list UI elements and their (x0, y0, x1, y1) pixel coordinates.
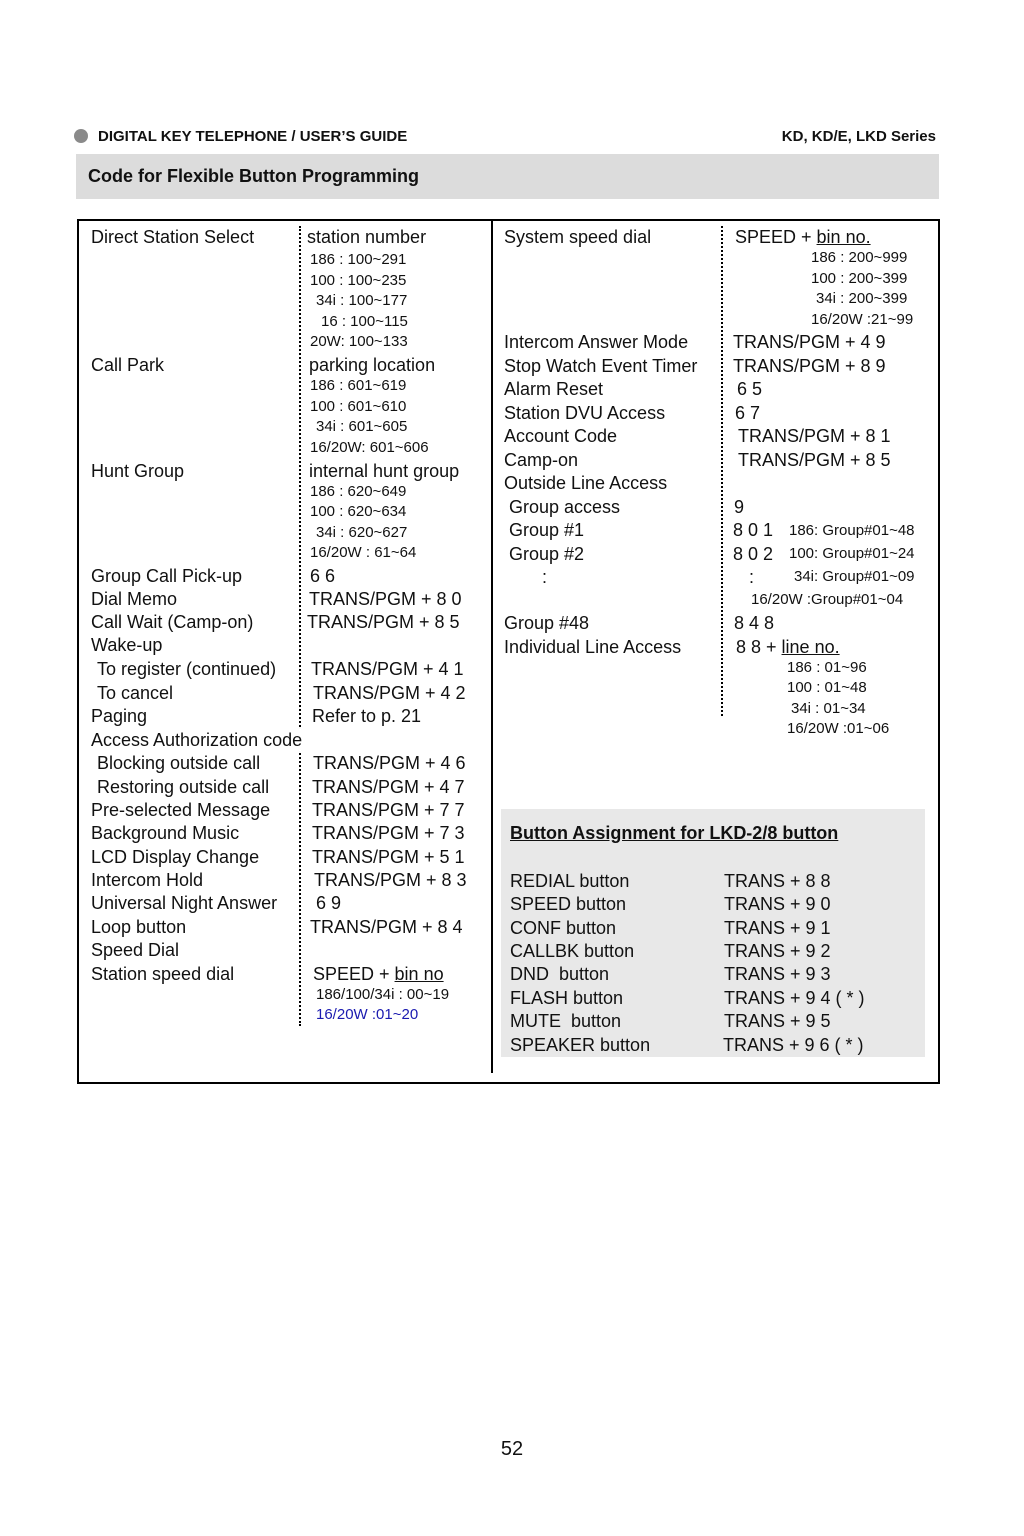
row-label: Camp-on (504, 450, 579, 470)
row-detail: 186 : 601~619 (310, 377, 407, 394)
row-label: Intercom Hold (91, 870, 204, 890)
row-label: Intercom Answer Mode (504, 332, 689, 352)
row-detail: 100 : 100~235 (310, 272, 407, 289)
assignment-code: TRANS + 9 2 (724, 941, 831, 961)
row-detail: 16/20W :21~99 (811, 311, 914, 328)
guide-header-title: DIGITAL KEY TELEPHONE / USER’S GUIDE (98, 128, 408, 145)
row-label: Individual Line Access (504, 637, 682, 657)
row-label: Pre-selected Message (91, 800, 271, 820)
row-detail: 34i : 620~627 (316, 524, 408, 541)
row-label: Restoring outside call (97, 777, 270, 797)
row-value: parking location (309, 355, 436, 375)
row-detail: 186/100/34i : 00~19 (316, 986, 450, 1003)
assignment-button: MUTE button (510, 1011, 622, 1031)
assignment-button: CONF button (510, 918, 617, 938)
row-value: TRANS/PGM + 8 1 (738, 426, 891, 446)
row-detail: 100 : 601~610 (310, 398, 407, 415)
row-value: 6 6 (310, 566, 336, 586)
row-value: 6 7 (735, 403, 761, 423)
row-value: internal hunt group (309, 461, 460, 481)
row-label: To register (continued) (97, 659, 277, 679)
row-label: Group #1 (509, 520, 585, 540)
row-label: Access Authorization code (91, 730, 303, 750)
row-value: TRANS/PGM + 8 0 (309, 589, 462, 609)
row-value: 8 4 8 (734, 613, 775, 633)
row-detail: 16/20W :01~06 (787, 720, 890, 737)
row-value: TRANS/PGM + 7 3 (312, 823, 465, 843)
row-value: 6 9 (316, 893, 342, 913)
row-label: Dial Memo (91, 589, 178, 609)
value-underlined: bin no (394, 964, 444, 984)
row-label: Group access (509, 497, 621, 517)
row-detail: 34i : 100~177 (316, 292, 408, 309)
assignment-code: TRANS + 9 6 ( * ) (723, 1035, 864, 1055)
row-label: Call Park (91, 355, 165, 375)
row-label: Loop button (91, 917, 187, 937)
row-label: Group #2 (509, 544, 585, 564)
row-label: Account Code (504, 426, 618, 446)
row-value (736, 636, 840, 658)
row-label: Group #48 (504, 613, 590, 633)
row-note: 34i: Group#01~09 (794, 568, 915, 585)
row-value: Refer to p. 21 (312, 706, 422, 726)
assignment-button: SPEED button (510, 894, 627, 914)
value-underlined: line no. (781, 637, 840, 657)
button-assignment-title: Button Assignment for LKD-2/8 button (510, 823, 839, 843)
row-value: TRANS/PGM + 8 9 (733, 356, 886, 376)
row-detail: 100 : 200~399 (811, 270, 908, 287)
row-value: TRANS/PGM + 4 1 (311, 659, 464, 679)
row-value: TRANS/PGM + 4 7 (312, 777, 465, 797)
row-value: : (749, 567, 755, 587)
row-note: 100: Group#01~24 (789, 545, 915, 562)
row-value: 8 0 1 (733, 520, 774, 540)
section-title: Code for Flexible Button Programming (88, 166, 420, 186)
row-label: Station DVU Access (504, 403, 666, 423)
row-detail: 34i : 200~399 (816, 290, 908, 307)
row-detail: 16/20W :01~20 (316, 1006, 419, 1023)
row-value: TRANS/PGM + 7 7 (312, 800, 465, 820)
assignment-button: DND button (510, 964, 610, 984)
assignment-code: TRANS + 8 8 (724, 871, 831, 891)
assignment-code: TRANS + 9 3 (724, 964, 831, 984)
bullet-dot-icon (74, 129, 88, 143)
row-value: 9 (734, 497, 745, 517)
row-value: TRANS/PGM + 8 3 (314, 870, 467, 890)
row-detail: 16/20W : 61~64 (310, 544, 417, 561)
row-value: TRANS/PGM + 4 9 (733, 332, 886, 352)
row-value: 8 0 2 (733, 544, 774, 564)
right-dotted-divider (721, 226, 723, 716)
row-value: 6 5 (737, 379, 763, 399)
row-detail: 186 : 100~291 (310, 251, 407, 268)
assignment-code: TRANS + 9 4 ( * ) (724, 988, 865, 1008)
row-note: 16/20W :Group#01~04 (751, 591, 904, 608)
row-label: Group Call Pick-up (91, 566, 243, 586)
row-label: : (542, 567, 548, 587)
row-label: Hunt Group (91, 461, 185, 481)
row-label: Station speed dial (91, 964, 235, 984)
assignment-code: TRANS + 9 0 (724, 894, 831, 914)
row-label: Paging (91, 706, 148, 726)
row-detail: 100 : 620~634 (310, 503, 407, 520)
series-label: KD, KD/E, LKD Series (781, 128, 936, 145)
row-value: station number (307, 227, 427, 247)
row-label: To cancel (97, 683, 174, 703)
row-value: TRANS/PGM + 4 2 (313, 683, 466, 703)
value-prefix: SPEED + (313, 964, 395, 984)
row-value: TRANS/PGM + 8 5 (738, 450, 891, 470)
value-underlined: bin no. (816, 227, 871, 247)
row-label: Background Music (91, 823, 240, 843)
row-detail: 186 : 200~999 (811, 249, 908, 266)
row-detail: 16/20W: 601~606 (310, 439, 429, 456)
row-value: TRANS/PGM + 5 1 (312, 847, 465, 867)
page-number: 52 (500, 1438, 524, 1460)
row-value: TRANS/PGM + 4 6 (313, 753, 466, 773)
row-detail: 16 : 100~115 (321, 313, 408, 330)
row-detail: 34i : 601~605 (316, 418, 408, 435)
row-label: Alarm Reset (504, 379, 604, 399)
row-label: Call Wait (Camp-on) (91, 612, 254, 632)
row-label: Speed Dial (91, 940, 180, 960)
row-detail: 100 : 01~48 (787, 679, 867, 696)
row-label: Blocking outside call (97, 753, 261, 773)
row-detail: 34i : 01~34 (791, 700, 866, 717)
assignment-code: TRANS + 9 5 (724, 1011, 831, 1031)
row-label: Stop Watch Event Timer (504, 356, 698, 376)
row-label: System speed dial (504, 227, 652, 247)
row-detail: 186 : 620~649 (310, 483, 407, 500)
assignment-button: REDIAL button (510, 871, 630, 891)
row-label: Outside Line Access (504, 473, 668, 493)
row-detail: 20W: 100~133 (310, 333, 408, 350)
value-prefix: SPEED + (735, 227, 817, 247)
row-value: TRANS/PGM + 8 4 (310, 917, 463, 937)
row-label: Direct Station Select (91, 227, 255, 247)
row-note: 186: Group#01~48 (789, 522, 915, 539)
row-value (313, 963, 444, 985)
row-label: LCD Display Change (91, 847, 260, 867)
left-dotted-divider (299, 226, 301, 1026)
assignment-code: TRANS + 9 1 (724, 918, 831, 938)
value-prefix: 8 8 + (736, 637, 782, 657)
row-label: Universal Night Answer (91, 893, 278, 913)
assignment-button: CALLBK button (510, 941, 635, 961)
assignment-button: SPEAKER button (510, 1035, 651, 1055)
column-divider (491, 221, 493, 1073)
row-value: TRANS/PGM + 8 5 (307, 612, 460, 632)
row-label: Wake-up (91, 635, 163, 655)
row-value (735, 226, 871, 248)
assignment-button: FLASH button (510, 988, 624, 1008)
row-detail: 186 : 01~96 (787, 659, 867, 676)
